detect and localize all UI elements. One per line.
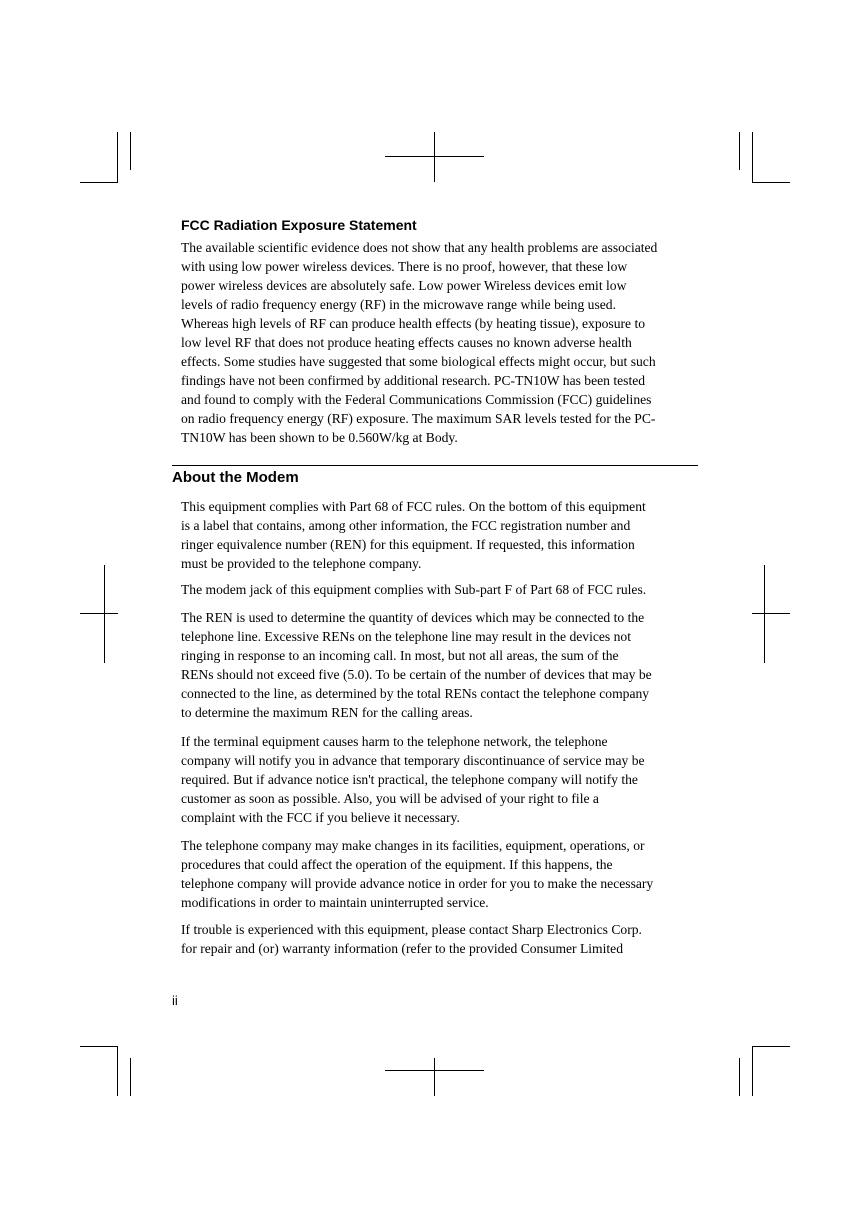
crop-mark [80, 613, 118, 614]
crop-mark [434, 132, 435, 182]
crop-mark [752, 613, 790, 614]
section-divider [172, 465, 698, 466]
crop-mark [752, 132, 753, 182]
crop-mark [80, 1046, 118, 1047]
modem-section-heading: About the Modem [172, 469, 299, 486]
crop-mark [739, 1058, 740, 1096]
modem-paragraph: If the terminal equipment causes harm to the telephone network, the telephone company will notify you in advance that temporary discontinuance of service may be required. But if advance notice isn't practical, the telephone company will notify the customer as soon as possible. Also, you will be advised of your right to file a complaint with the FCC if you believe it necessary. [181, 734, 645, 825]
crop-mark [752, 1046, 790, 1047]
crop-mark [752, 182, 790, 183]
crop-mark [739, 132, 740, 170]
modem-paragraph: If trouble is experienced with this equipment, please contact Sharp Electronics Corp. for repair and (or) warranty information (refer to the provided Consumer Limited [181, 922, 642, 956]
modem-paragraph: This equipment complies with Part 68 of FCC rules. On the bottom of this equipment is a label that contains, among other information, the FCC registration number and ringer equivalence number (REN) for this equipment. If requested, this information must be provided to the telephone company. [181, 499, 646, 571]
fcc-statement-body: The available scientific evidence does not show that any health problems are associated with using low power wireless devices. There is no proof, however, that these low power wireless devices are absolutely safe. Low power Wireless devices emit low levels of radio frequency energy (RF) in the microwave range while being used. Whereas high levels of RF can produce health effects (by heating tissue), exposure to low level RF that does not produce heating effects causes no known adverse health effects. Some studies have suggested that some biological effects might occur, but such findings have not been confirmed by additional research. PC-TN10W has been tested and found to comply with the Federal Communications Commission (FCC) guidelines on radio frequency energy (RF) exposure. The maximum SAR levels tested for the PC- TN10W has been shown to be 0.560W/kg at Body. [181, 240, 658, 445]
page-number: ii [172, 993, 178, 1008]
fcc-section-title: FCC Radiation Exposure Statement [181, 217, 417, 233]
modem-paragraph: The REN is used to determine the quantity of devices which may be connected to the telephone line. Excessive RENs on the telephone line may result in the devices not ringing in response to an incoming call. In most, but not all areas, the sum of the RENs should not exceed five (5.0). To be certain of the number of devices that may be connected to the line, as determined by the total RENs contact the telephone company to determine the maximum REN for the calling areas. [181, 610, 652, 720]
crop-mark [104, 565, 105, 663]
crop-mark [434, 1058, 435, 1096]
crop-mark [80, 182, 118, 183]
crop-mark [130, 1058, 131, 1096]
modem-paragraph: The modem jack of this equipment complies with Sub-part F of Part 68 of FCC rules. [181, 582, 647, 597]
crop-mark [130, 132, 131, 170]
crop-mark [117, 132, 118, 182]
crop-mark [117, 1046, 118, 1096]
crop-mark [752, 1046, 753, 1096]
modem-paragraph: The telephone company may make changes in its facilities, equipment, operations, or procedures that could affect the operation of the equipment. If this happens, the telephone company will provide advance notice in order for you to make the necessary modifications in order to maintain uninterrupted service. [181, 838, 654, 910]
crop-mark [764, 565, 765, 663]
